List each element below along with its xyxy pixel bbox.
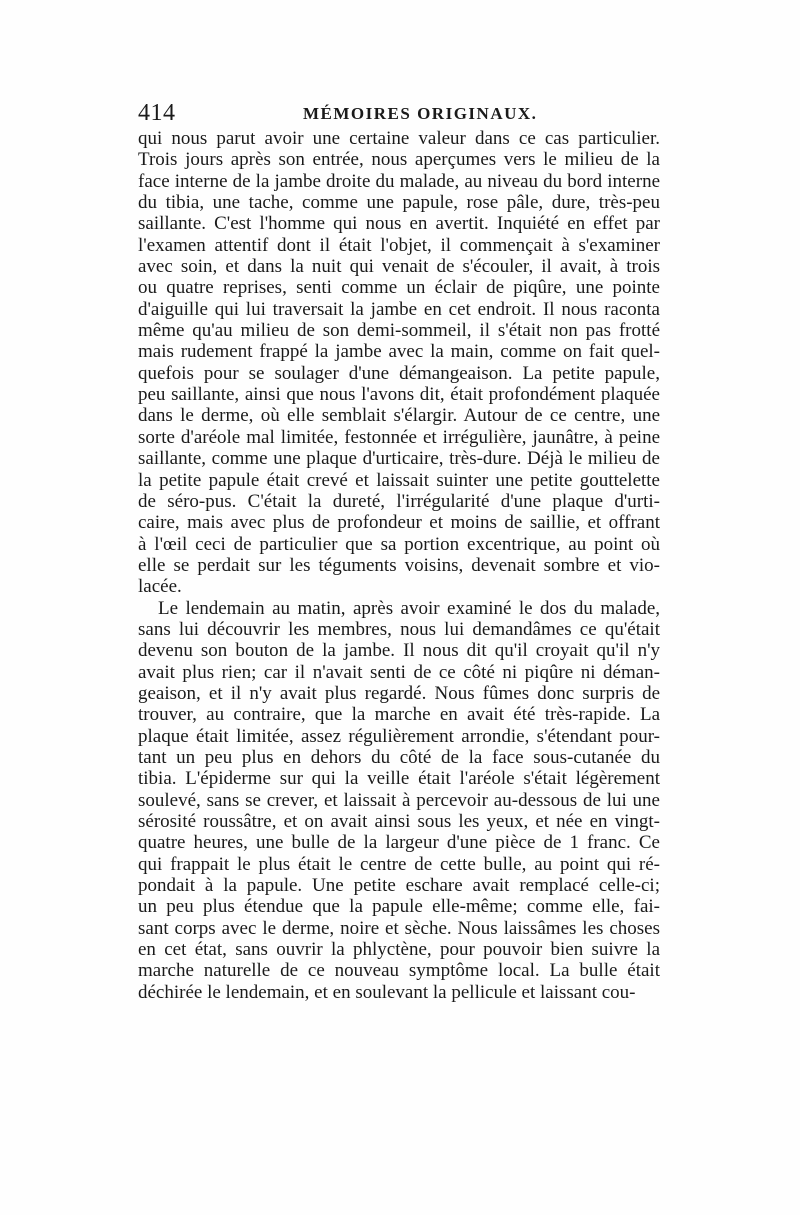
text-line: dans le derme, où elle semblait s'élargir. Autour de ce centre, une bbox=[138, 405, 660, 427]
text-line: tant un peu plus en dehors du côté de la face sous-cutanée du bbox=[138, 746, 660, 768]
text-line: plaque était limitée, assez régulièrement arrondie, s'étendant pour- bbox=[138, 725, 660, 747]
text-line: saillante. C'est l'homme qui nous en avertit. Inquiété en effet par bbox=[138, 213, 660, 235]
text-line: devenu son bouton de la jambe. Il nous dit qu'il croyait qu'il n'y bbox=[138, 640, 660, 662]
text-line: peu saillante, ainsi que nous l'avons dit, était profondément plaquée bbox=[138, 384, 660, 406]
text-line: en cet état, sans ouvrir la phlyctène, pour pouvoir bien suivre la bbox=[138, 939, 660, 961]
text-line: un peu plus étendue que la papule elle-même; comme elle, fai- bbox=[138, 896, 660, 918]
text-line: marche naturelle de ce nouveau symptôme local. La bulle était bbox=[138, 960, 660, 982]
text-line: du tibia, une tache, comme une papule, rose pâle, dure, très-peu bbox=[138, 192, 660, 214]
text-line: sant corps avec le derme, noire et sèche. Nous laissâmes les choses bbox=[138, 917, 660, 939]
text-line: même qu'au milieu de son demi-sommeil, il s'était non pas frotté bbox=[138, 320, 660, 342]
text-line: la petite papule était crevé et laissait suinter une petite gouttelette bbox=[138, 469, 660, 491]
text-line: quatre heures, une bulle de la largeur d'une pièce de 1 franc. Ce bbox=[138, 832, 660, 854]
text-line: Le lendemain au matin, après avoir examiné le dos du malade, bbox=[158, 597, 660, 619]
text-line: avait plus rien; car il n'avait senti de ce côté ni piqûre ni déman- bbox=[138, 661, 660, 683]
page-number: 414 bbox=[138, 100, 176, 126]
text-line: mais rudement frappé la jambe avec la main, comme on fait quel- bbox=[138, 341, 660, 363]
text-line: sorte d'aréole mal limitée, festonnée et irrégulière, jaunâtre, à peine bbox=[138, 426, 660, 448]
running-head: MÉMOIRES ORIGINAUX. bbox=[303, 104, 538, 123]
text-line: qui frappait le plus était le centre de cette bulle, au point qui ré- bbox=[138, 853, 660, 875]
text-line: ou quatre reprises, senti comme un éclair de piqûre, une pointe bbox=[138, 277, 660, 299]
text-line: Trois jours après son entrée, nous aperçumes vers le milieu de la bbox=[138, 149, 660, 171]
text-line: soulevé, sans se crever, et laissait à percevoir au-dessous de lui une bbox=[138, 789, 660, 811]
text-line: d'aiguille qui lui traversait la jambe en cet endroit. Il nous raconta bbox=[138, 298, 660, 320]
text-line: geaison, et il n'y avait plus regardé. Nous fûmes donc surpris de bbox=[138, 682, 660, 704]
text-line: sérosité roussâtre, et on avait ainsi sous les yeux, et née en vingt- bbox=[138, 811, 660, 832]
text-line: déchirée le lendemain, et en soulevant la pellicule et laissant cou- bbox=[138, 981, 636, 1003]
text-line: avec soin, et dans la nuit qui venait de s'écouler, il avait, à trois bbox=[138, 256, 660, 278]
text-line: elle se perdait sur les téguments voisins, devenait sombre et vio- bbox=[138, 554, 660, 576]
text-line: de séro-pus. C'était la dureté, l'irrégularité d'une plaque d'urti- bbox=[138, 490, 660, 512]
text-line: saillante, comme une plaque d'urticaire, très-dure. Déjà le milieu de bbox=[138, 448, 660, 470]
paragraph-1 bbox=[138, 128, 660, 598]
text-line: face interne de la jambe droite du malade, au niveau du bord interne bbox=[138, 170, 660, 192]
paragraph-2 bbox=[138, 598, 660, 1004]
body-text bbox=[138, 128, 660, 1003]
text-line: lacée. bbox=[138, 576, 182, 598]
text-line: pondait à la papule. Une petite eschare avait remplacé celle-ci; bbox=[138, 875, 660, 897]
text-line: sans lui découvrir les membres, nous lui demandâmes ce qu'était bbox=[138, 618, 660, 640]
text-line: à l'œil ceci de particulier que sa portion excentrique, au point où bbox=[138, 533, 660, 555]
text-line: quefois pour se soulager d'une démangeaison. La petite papule, bbox=[138, 362, 660, 384]
text-line: qui nous parut avoir une certaine valeur dans ce cas particulier. bbox=[138, 128, 660, 149]
text-line: trouver, au contraire, que la marche en avait été très-rapide. La bbox=[138, 704, 660, 726]
page-header bbox=[138, 98, 660, 128]
text-line: l'examen attentif dont il était l'objet, il commençait à s'examiner bbox=[138, 234, 660, 256]
text-line: caire, mais avec plus de profondeur et moins de saillie, et offrant bbox=[138, 512, 660, 534]
text-line: tibia. L'épiderme sur qui la veille était l'aréole s'était légèrement bbox=[138, 768, 660, 790]
